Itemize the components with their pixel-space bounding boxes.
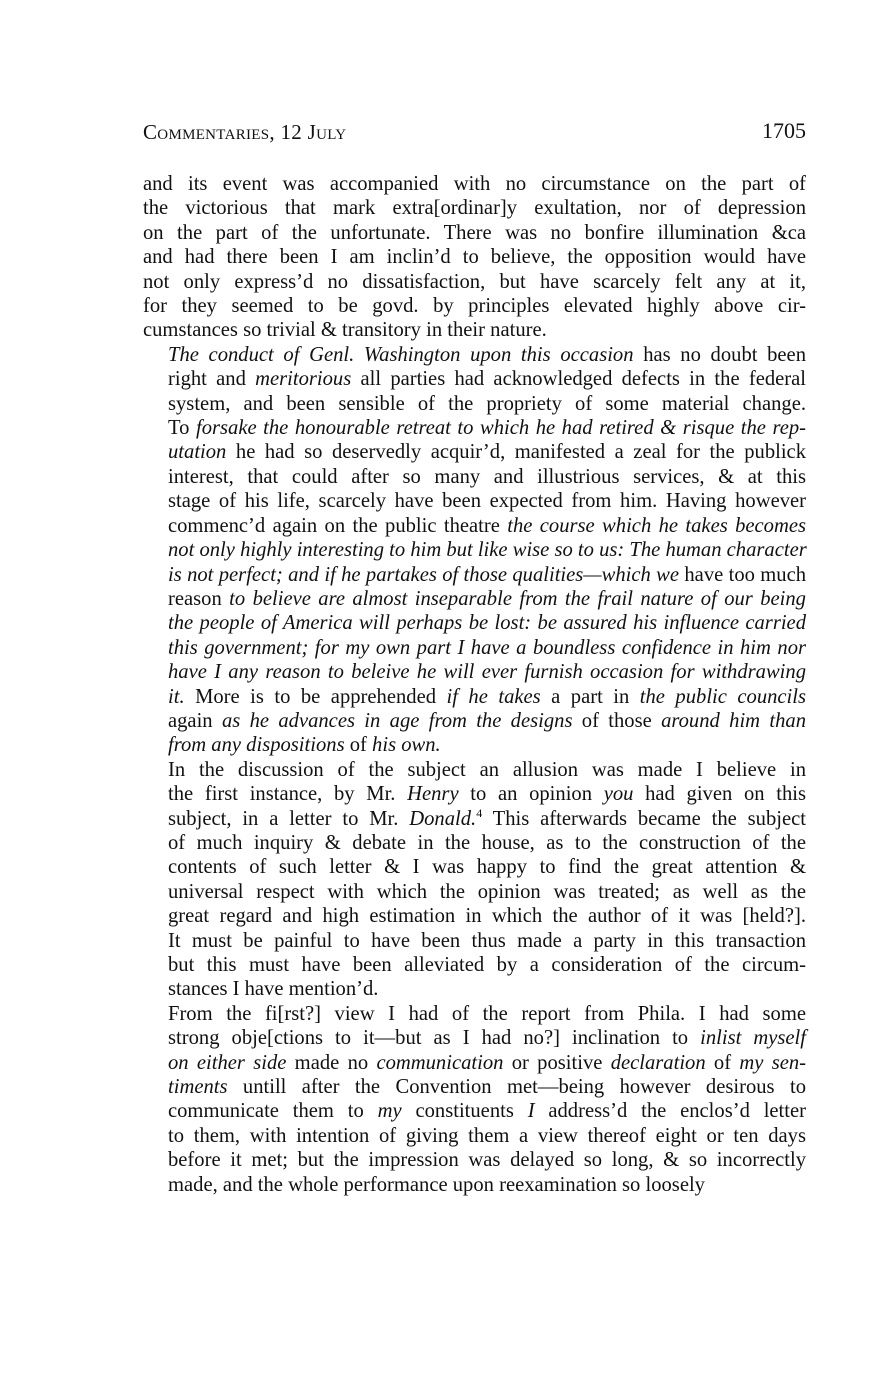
text-line [143, 514, 806, 538]
text-segment: interest, that could after so many and illustrious services, & at this [168, 465, 806, 488]
text-line [143, 758, 806, 782]
text-line [143, 489, 806, 513]
text-line [143, 1075, 806, 1099]
italic-text: have I any reason to beleive he will ever furnish occasion for withdrawing [168, 661, 806, 684]
italic-text: meritorious [255, 368, 352, 391]
text-segment: of much inquiry & debate in the house, as to the construction of the [168, 831, 806, 854]
paragraph [143, 343, 806, 758]
text-segment: has no doubt been [633, 343, 806, 366]
footnote-marker: 4 [476, 805, 483, 820]
text-line [143, 294, 806, 318]
text-line [143, 465, 806, 489]
text-segment: a part in [540, 685, 640, 708]
text-segment: not only express’d no dissatisfaction, but have scarcely felt any at it, [143, 270, 806, 293]
text-segment: untill after the Convention met—being however desirous to [227, 1076, 806, 1099]
text-line [143, 1002, 806, 1026]
text-segment: right and [168, 368, 256, 391]
paragraph [143, 172, 806, 343]
italic-text: declaration [610, 1051, 706, 1074]
page-header [143, 120, 806, 150]
text-line [143, 563, 806, 587]
text-line [143, 733, 806, 757]
italic-text: communication [376, 1051, 504, 1074]
text-segment: commenc’d again on the public theatre [168, 514, 508, 537]
text-line [143, 685, 806, 709]
text-segment: This afterwards became the subject [482, 807, 806, 830]
italic-text: as he advances in age from the designs [221, 709, 573, 732]
text-segment: had given on this [633, 783, 806, 806]
text-line [143, 831, 806, 855]
text-line [143, 636, 806, 660]
text-line [143, 392, 806, 416]
text-line [143, 855, 806, 879]
text-segment: to an opinion [458, 783, 604, 806]
text-segment: contents of such letter & I was happy to find the great attention & [168, 856, 806, 879]
text-segment: on the part of the unfortunate. There was no bonfire illumination &ca [143, 221, 806, 244]
text-line [143, 807, 806, 831]
text-line [143, 1124, 806, 1148]
text-segment: made no [286, 1051, 377, 1074]
text-segment: of [705, 1051, 740, 1074]
text-segment: of those [572, 709, 662, 732]
italic-text: around him than [661, 709, 806, 732]
text-segment: the first instance, by Mr. [168, 783, 408, 806]
text-segment: made, and the whole performance upon reexamination so loosely [168, 1173, 705, 1196]
text-segment: It must be painful to have been thus made a party in this transaction [168, 929, 806, 952]
text-segment: stances I have mention’d. [168, 978, 379, 1001]
text-segment: From the fi[rst?] view I had of the report from Phila. I had some [168, 1002, 806, 1025]
text-line [143, 367, 806, 391]
text-line [143, 196, 806, 220]
text-line [143, 1099, 806, 1123]
text-line [143, 880, 806, 904]
text-segment: subject, in a letter to Mr. [168, 807, 410, 830]
text-segment: communicate them to [168, 1100, 378, 1123]
italic-text: it. [168, 685, 185, 708]
text-segment: all parties had acknowledged defects in the federal [351, 368, 806, 391]
italic-text: you [603, 783, 634, 806]
italic-text: to believe are almost inseparable from the frail nature of our being [229, 587, 806, 610]
document-body [143, 172, 806, 1197]
text-segment: In the discussion of the subject an allusion was made I believe in [168, 758, 806, 781]
paragraph [143, 1002, 806, 1197]
text-line [143, 416, 806, 440]
italic-text: the course which he takes becomes [507, 514, 806, 537]
text-segment: address’d the enclos’d letter [534, 1100, 806, 1123]
text-segment: and its event was accompanied with no circumstance on the part of [143, 173, 806, 195]
text-segment: stage of his life, scarcely have been expected from him. Having however [168, 490, 806, 513]
text-line [143, 270, 806, 294]
italic-text: Donald. [409, 807, 477, 830]
italic-text: the people of America will perhaps be lost: be assured his influence carried [168, 612, 806, 635]
text-line [143, 1173, 806, 1197]
italic-text: Henry [407, 783, 459, 806]
italic-text: this government; for my own part I have a boundless confidence in him nor [168, 636, 806, 659]
italic-text: The conduct of Genl. Washington upon this occasion [168, 343, 634, 366]
italic-text: not only highly interesting to him but like wise so to us: The human character [168, 539, 807, 562]
italic-text: utation [168, 441, 227, 464]
italic-text: is not perfect; and if he partakes of those qualities—which we [168, 563, 680, 586]
text-segment: of [344, 734, 373, 757]
italic-text: my sen- [739, 1051, 807, 1074]
text-segment: to them, with intention of giving them a view thereof eight or ten days [168, 1124, 806, 1147]
text-segment: for they seemed to be govd. by principles elevated highly above cir- [143, 295, 806, 318]
italic-text: my [377, 1100, 402, 1123]
text-segment: have too much [679, 563, 807, 586]
text-segment: system, and been sensible of the propriety of some material change. [168, 392, 806, 415]
text-segment: universal respect with which the opinion was treated; as well as the [168, 880, 806, 903]
text-line [143, 611, 806, 635]
italic-text: on either side [168, 1051, 287, 1074]
text-line [143, 587, 806, 611]
text-line [143, 904, 806, 928]
italic-text: if he takes [446, 685, 541, 708]
text-segment: before it met; but the impression was delayed so long, & so incorrectly [168, 1149, 806, 1172]
italic-text: I [527, 1100, 535, 1123]
running-head: Commentaries, 12 July [143, 120, 347, 144]
text-segment: To [168, 417, 196, 440]
text-segment: but this must have been alleviated by a consideration of the circum- [168, 954, 806, 976]
text-segment: the victorious that mark extra[ordinar]y exultation, nor of depression [143, 197, 806, 220]
text-segment: constituents [401, 1100, 528, 1123]
text-segment: More is to be apprehended [184, 685, 447, 708]
italic-text: his own. [372, 734, 441, 757]
text-line [143, 440, 806, 464]
text-line [143, 977, 806, 1001]
italic-text: the public councils [639, 685, 807, 708]
text-line [143, 709, 806, 733]
text-segment: again [168, 709, 222, 732]
page-number: 1705 [762, 118, 806, 143]
text-segment: and had there been I am inclin’d to believe, the opposition would have [143, 246, 806, 269]
text-line [143, 782, 806, 806]
text-line [143, 1148, 806, 1172]
text-segment: he had so deservedly acquir’d, manifested a zeal for the publick [226, 441, 806, 464]
text-segment: cumstances so trivial & transitory in their nature. [143, 319, 547, 342]
text-segment: or positive [503, 1051, 611, 1074]
text-line [143, 538, 806, 562]
text-line [143, 1026, 806, 1050]
italic-text: timents [168, 1076, 228, 1099]
italic-text: inlist myself [700, 1027, 806, 1050]
paragraph [143, 758, 806, 1002]
text-line [143, 343, 806, 367]
text-line [143, 221, 806, 245]
text-line [143, 953, 806, 977]
text-line [143, 1051, 806, 1075]
italic-text: from any dispositions [168, 734, 345, 757]
text-line [143, 660, 806, 684]
text-line [143, 245, 806, 269]
text-segment: reason [168, 587, 230, 610]
italic-text: forsake the honourable retreat to which he had retired & risque the rep- [195, 417, 806, 440]
text-line [143, 172, 806, 196]
text-line [143, 318, 806, 342]
text-line [143, 929, 806, 953]
text-segment: great regard and high estimation in which the author of it was [held?]. [168, 905, 806, 928]
text-segment: strong obje[ctions to it—but as I had no?] inclination to [168, 1027, 701, 1050]
